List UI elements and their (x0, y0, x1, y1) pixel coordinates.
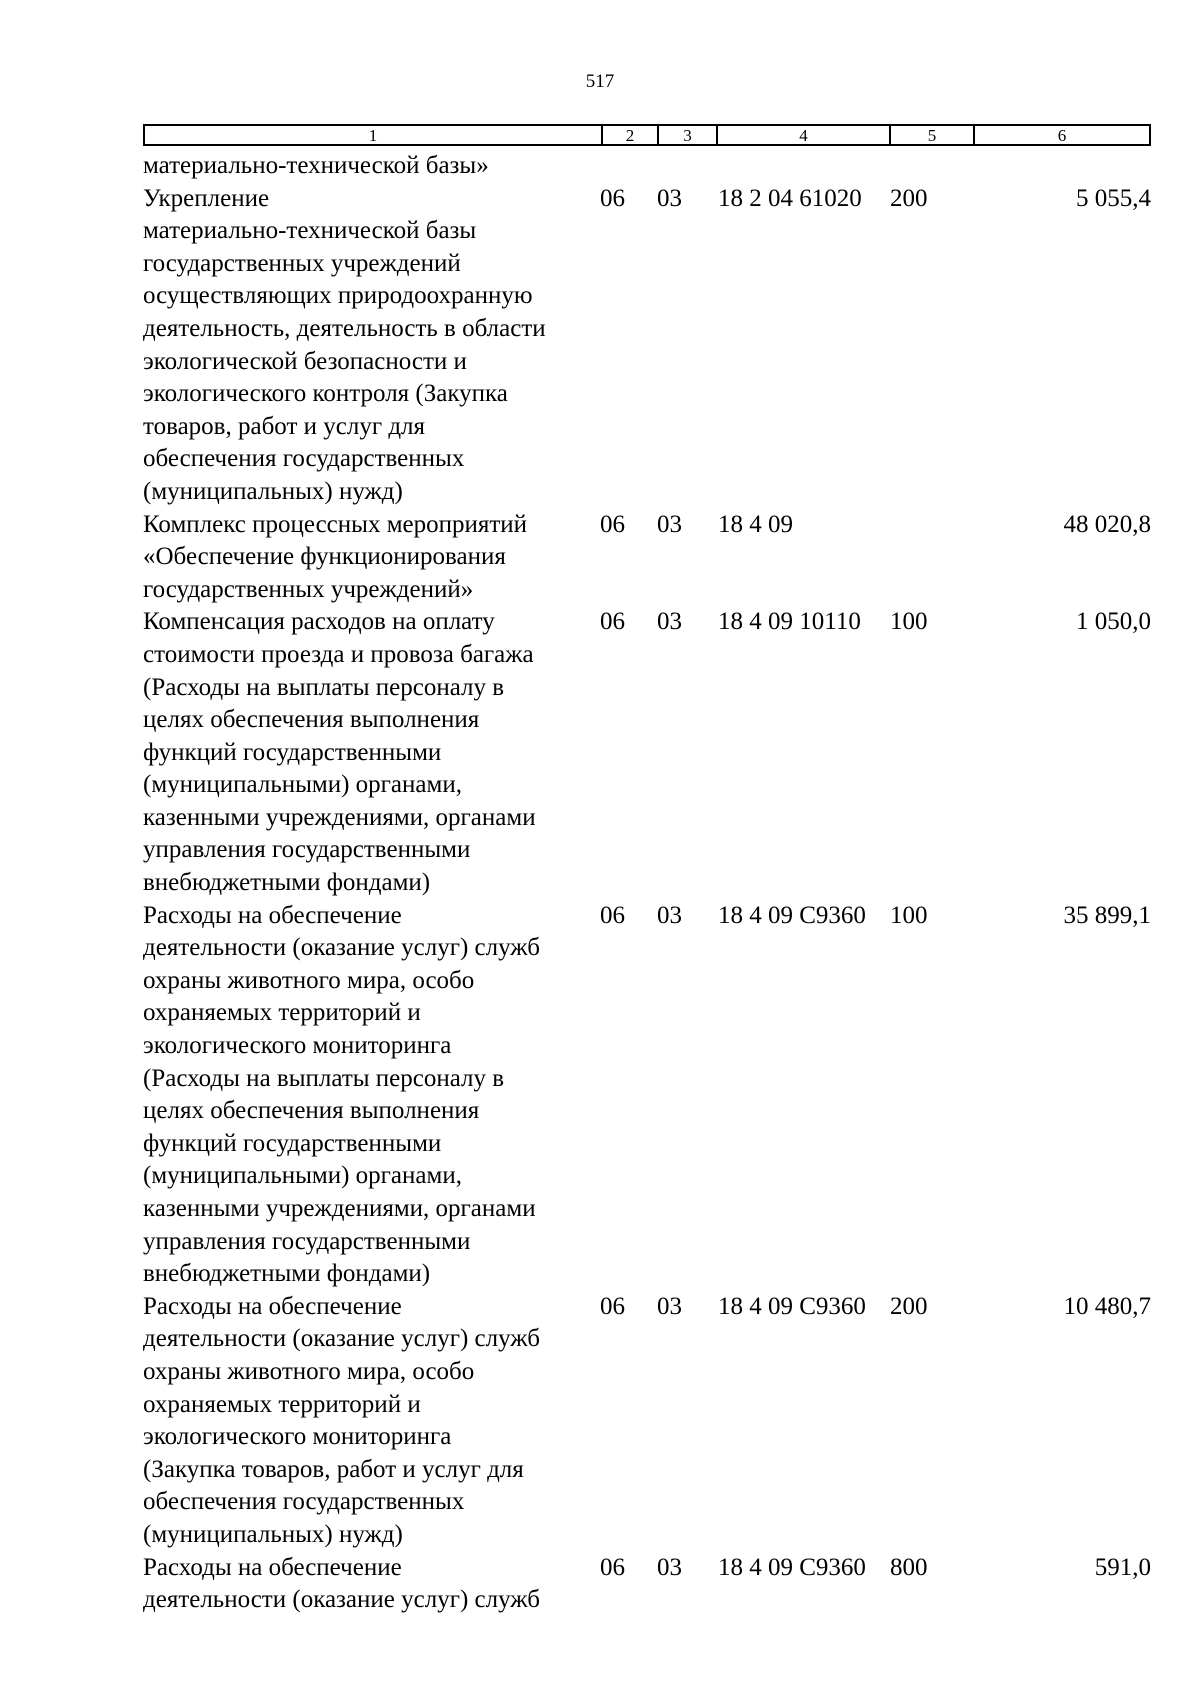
row-section: 06 (600, 1553, 625, 1581)
row-subsection: 03 (657, 901, 682, 929)
header-col-3: 3 (659, 126, 718, 144)
header-col-5: 5 (891, 126, 975, 144)
row-expense-type: 100 (890, 608, 928, 636)
row-amount: 48 020,8 (1063, 510, 1151, 538)
row-name: Комплекс процессных мероприятий «Обеспечение функционирования государственных учреждений» (143, 510, 528, 603)
row-expense-type: 800 (890, 1553, 928, 1581)
table-body (143, 150, 1151, 1617)
row-name: Расходы на обеспечение деятельности (оказание услуг) служб охраны животного мира, особо охраняемых территорий и экологического мониторинга (Расходы на выплаты персоналу в целях обеспечения выполнения функций государственными (муниципальными) органами, казенными учреждениями, органами управления государственными внебюджетными фондами) (143, 901, 540, 1288)
row-amount: 5 055,4 (1076, 184, 1151, 212)
row-amount: 35 899,1 (1063, 901, 1151, 929)
row-section: 06 (600, 608, 625, 636)
row-expense-type: 100 (890, 901, 928, 929)
table-row (143, 900, 1151, 1291)
table-row (143, 150, 1151, 183)
row-name: Расходы на обеспечение деятельности (оказание услуг) служб (143, 1553, 540, 1614)
header-col-2: 2 (603, 126, 659, 144)
row-target-article: 18 4 09 С9360 (718, 901, 866, 929)
header-col-1: 1 (145, 126, 603, 144)
table-row (143, 1552, 1151, 1617)
row-name: Укрепление материально-технической базы государственных учреждений осуществляющих природоохранную деятельность, деятельность в области экологической безопасности и экологического контроля (Закупка товаров, работ и услуг для обеспечения государственных (муниципальных) нужд) (143, 184, 546, 505)
row-name: Расходы на обеспечение деятельности (оказание услуг) служб охраны животного мира, особо охраняемых территорий и экологического мониторинга (Закупка товаров, работ и услуг для обеспечения государственных (муниципальных) нужд) (143, 1292, 540, 1548)
row-section: 06 (600, 901, 625, 929)
row-amount: 1 050,0 (1076, 608, 1151, 636)
row-name: материально-технической базы» (143, 152, 489, 179)
row-amount: 591,0 (1094, 1553, 1151, 1581)
row-target-article: 18 4 09 (718, 510, 793, 538)
row-subsection: 03 (657, 1292, 682, 1320)
row-target-article: 18 4 09 С9360 (718, 1292, 866, 1320)
row-section: 06 (600, 184, 625, 212)
table-row (143, 1291, 1151, 1552)
row-target-article: 18 4 09 10110 (718, 608, 861, 636)
row-section: 06 (600, 1292, 625, 1320)
row-expense-type: 200 (890, 1292, 928, 1320)
row-expense-type: 200 (890, 184, 928, 212)
row-subsection: 03 (657, 608, 682, 636)
row-target-article: 18 2 04 61020 (718, 184, 862, 212)
row-subsection: 03 (657, 184, 682, 212)
row-section: 06 (600, 510, 625, 538)
row-target-article: 18 4 09 С9360 (718, 1553, 866, 1581)
table-row (143, 606, 1151, 899)
header-col-6: 6 (1057, 126, 1067, 145)
row-subsection: 03 (657, 1553, 682, 1581)
row-name: Компенсация расходов на оплату стоимости проезда и провоза багажа (Расходы на выплаты персоналу в целях обеспечения выполнения функций государственными (муниципальными) органами, казенными учреждениями, органами управления государственными внебюджетными фондами) (143, 608, 536, 897)
row-subsection: 03 (657, 510, 682, 538)
header-col-4: 4 (718, 126, 891, 144)
table-header (143, 124, 1151, 146)
table-row (143, 183, 1151, 509)
table-row (143, 509, 1151, 607)
page-number: 517 (585, 71, 615, 92)
row-amount: 10 480,7 (1063, 1292, 1151, 1320)
